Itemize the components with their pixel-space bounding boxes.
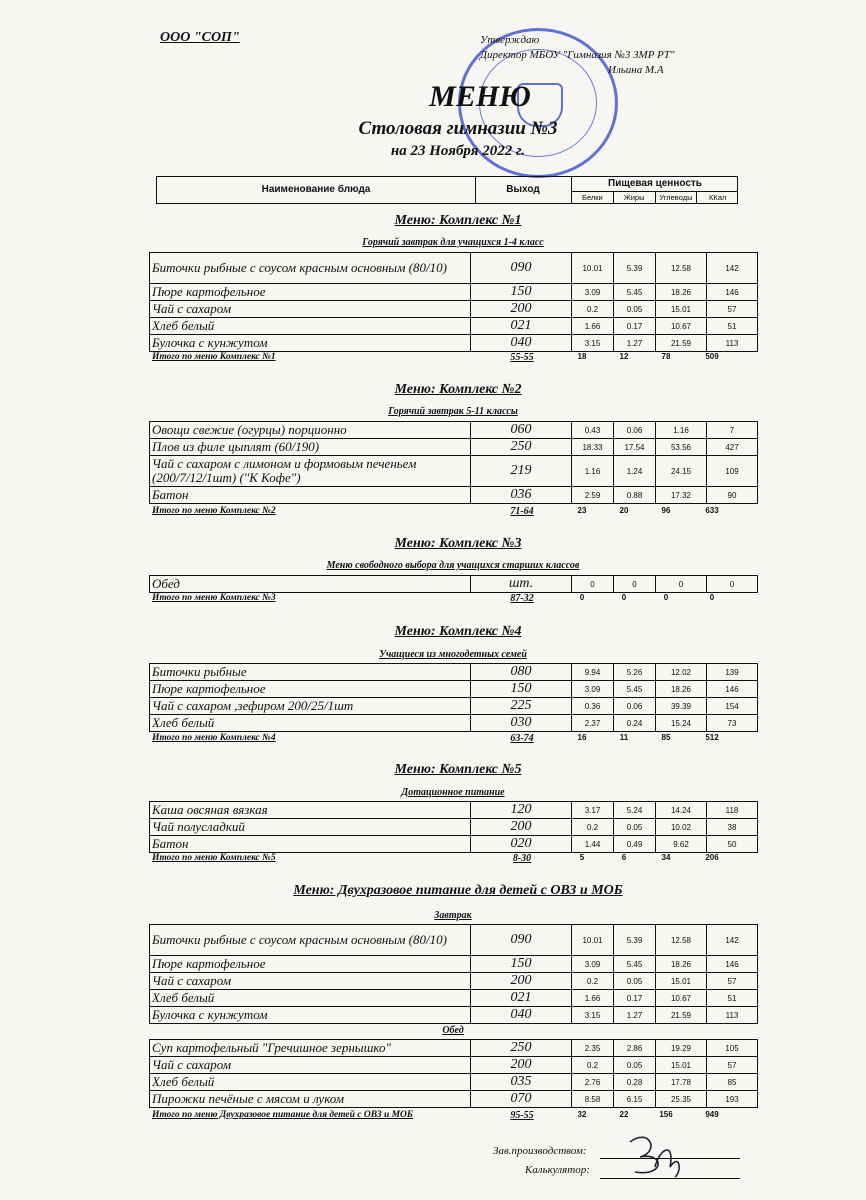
dish-output: 150 <box>471 956 572 973</box>
total-label: Итого по меню Двухразовое питание для детей с ОВЗ и МОБ <box>152 1110 413 1120</box>
dish-output: 020 <box>471 836 572 853</box>
menu-date: на 23 Ноября 2022 г. <box>390 143 526 159</box>
kcal-value: 427 <box>707 439 758 456</box>
dish-name: Чай с сахаром <box>150 301 471 318</box>
menu-table <box>149 663 758 732</box>
fat-value: 5.45 <box>614 681 656 698</box>
table-row <box>150 681 758 698</box>
total-output: 71-64 <box>510 506 534 517</box>
dish-name: Пирожки печёные с мясом и луком <box>150 1091 471 1108</box>
kcal-value: 113 <box>707 335 758 352</box>
protein-value: 3.09 <box>572 681 614 698</box>
dish-name: Овощи свежие (огурцы) порционно <box>150 422 471 439</box>
sign-production-label: Зав.производством: <box>493 1145 587 1157</box>
total-output: 63-74 <box>510 733 534 744</box>
fat-value: 0.24 <box>614 715 656 732</box>
dish-name: Каша овсяная вязкая <box>150 802 471 819</box>
approval-line-2: Директор МБОУ "Гимназия №3 ЗМР РТ" <box>480 49 675 61</box>
section-title: Меню: Комплекс №2 <box>394 382 522 397</box>
header-nutrition-title: Пищевая ценность <box>572 177 738 192</box>
carbs-value: 15.24 <box>656 715 707 732</box>
menu-table <box>149 924 758 1024</box>
dish-name: Хлеб белый <box>150 1074 471 1091</box>
carbs-value: 15.01 <box>656 301 707 318</box>
fat-value: 2.86 <box>614 1040 656 1057</box>
menu-table <box>149 575 758 593</box>
kcal-value: 85 <box>707 1074 758 1091</box>
dish-name: Булочка с кунжутом <box>150 1007 471 1024</box>
kcal-value: 51 <box>707 318 758 335</box>
page-title: МЕНЮ <box>429 80 531 113</box>
carbs-value: 9.62 <box>656 836 707 853</box>
table-row <box>150 715 758 732</box>
table-row <box>150 1007 758 1024</box>
kcal-value: 139 <box>707 664 758 681</box>
group-subtitle: Учащиеся из многодетных семей <box>379 649 527 660</box>
protein-value: 9.94 <box>572 664 614 681</box>
table-row <box>150 318 758 335</box>
kcal-value: 146 <box>707 284 758 301</box>
protein-value: 1.16 <box>572 456 614 487</box>
protein-value: 2.59 <box>572 487 614 504</box>
dish-name: Чай с сахаром ,зефиром 200/25/1шт <box>150 698 471 715</box>
total-carbs: 34 <box>661 853 671 862</box>
dish-name: Чай с сахаром с лимоном и формовым печеньем (200/7/12/1шт) ("К Кофе") <box>150 456 471 487</box>
section-title: Меню: Комплекс №3 <box>394 536 522 551</box>
dish-output: 250 <box>471 1040 572 1057</box>
kcal-value: 142 <box>707 253 758 284</box>
carbs-value: 19.29 <box>656 1040 707 1057</box>
carbs-value: 21.59 <box>656 335 707 352</box>
protein-value: 3.15 <box>572 1007 614 1024</box>
fat-value: 1.24 <box>614 456 656 487</box>
table-row <box>150 335 758 352</box>
fat-value: 0 <box>614 576 656 593</box>
total-kcal: 206 <box>705 853 719 862</box>
dish-output: 040 <box>471 1007 572 1024</box>
carbs-value: 10.67 <box>656 990 707 1007</box>
fat-value: 0.05 <box>614 301 656 318</box>
dish-output: 080 <box>471 664 572 681</box>
dish-name: Плов из филе цыплят (60/190) <box>150 439 471 456</box>
section-total <box>152 1110 752 1122</box>
kcal-value: 113 <box>707 1007 758 1024</box>
total-kcal: 0 <box>709 593 715 602</box>
header-nutrition <box>571 177 738 203</box>
protein-value: 2.35 <box>572 1040 614 1057</box>
handwritten-signature <box>620 1122 690 1182</box>
table-row <box>150 456 758 487</box>
dish-output: 021 <box>471 318 572 335</box>
section-title: Меню: Комплекс №4 <box>394 624 522 639</box>
group-subtitle: Горячий завтрак 5-11 классы <box>388 406 518 417</box>
total-fat: 22 <box>619 1110 629 1119</box>
table-row <box>150 698 758 715</box>
protein-value: 0.2 <box>572 301 614 318</box>
protein-value: 3.17 <box>572 802 614 819</box>
table-row <box>150 284 758 301</box>
protein-value: 0 <box>572 576 614 593</box>
carbs-value: 53.56 <box>656 439 707 456</box>
dish-output: 250 <box>471 439 572 456</box>
protein-value: 1.66 <box>572 318 614 335</box>
kcal-value: 57 <box>707 1057 758 1074</box>
group-subtitle: Завтрак <box>434 910 472 921</box>
carbs-value: 18.26 <box>656 284 707 301</box>
menu-table <box>149 801 758 853</box>
dish-output: 060 <box>471 422 572 439</box>
carbs-value: 12.02 <box>656 664 707 681</box>
table-row <box>150 956 758 973</box>
protein-value: 0.43 <box>572 422 614 439</box>
kcal-value: 109 <box>707 456 758 487</box>
kcal-value: 57 <box>707 301 758 318</box>
fat-value: 5.26 <box>614 664 656 681</box>
approval-block <box>480 33 675 78</box>
protein-value: 0.2 <box>572 1057 614 1074</box>
header-output: Выход <box>506 184 540 195</box>
fat-value: 0.28 <box>614 1074 656 1091</box>
kcal-value: 0 <box>707 576 758 593</box>
protein-value: 10.01 <box>572 253 614 284</box>
total-protein: 23 <box>577 506 587 515</box>
fat-value: 0.88 <box>614 487 656 504</box>
table-row <box>150 487 758 504</box>
kcal-value: 50 <box>707 836 758 853</box>
dish-output: 219 <box>471 456 572 487</box>
total-protein: 32 <box>577 1110 587 1119</box>
protein-value: 3.09 <box>572 284 614 301</box>
fat-value: 0.17 <box>614 990 656 1007</box>
protein-value: 0.36 <box>572 698 614 715</box>
table-header <box>156 176 738 204</box>
total-kcal: 512 <box>705 733 719 742</box>
dish-output: 035 <box>471 1074 572 1091</box>
approval-line-3: Ильина М.А <box>608 64 664 76</box>
dish-output: шт. <box>471 576 572 593</box>
dish-output: 040 <box>471 335 572 352</box>
dish-output: 200 <box>471 1057 572 1074</box>
total-output: 87-32 <box>510 593 534 604</box>
table-row <box>150 990 758 1007</box>
table-row <box>150 439 758 456</box>
dish-output: 070 <box>471 1091 572 1108</box>
total-fat: 20 <box>619 506 629 515</box>
fat-value: 1.27 <box>614 1007 656 1024</box>
total-label: Итого по меню Комплекс №2 <box>152 506 276 516</box>
carbs-value: 18.26 <box>656 681 707 698</box>
carbs-value: 12.58 <box>656 925 707 956</box>
protein-value: 0.2 <box>572 819 614 836</box>
protein-value: 2.37 <box>572 715 614 732</box>
header-carbs: Углеводы <box>656 192 698 203</box>
table-row <box>150 664 758 681</box>
table-row <box>150 253 758 284</box>
kcal-value: 57 <box>707 973 758 990</box>
fat-value: 5.39 <box>614 925 656 956</box>
dish-name: Чай с сахаром <box>150 1057 471 1074</box>
section-title: Меню: Комплекс №1 <box>394 213 522 228</box>
total-carbs: 96 <box>661 506 671 515</box>
company-name: ООО "СОП" <box>160 30 240 45</box>
section-total <box>152 352 752 364</box>
total-fat: 12 <box>619 352 629 361</box>
menu-table <box>149 252 758 352</box>
fat-value: 0.49 <box>614 836 656 853</box>
table-row <box>150 802 758 819</box>
fat-value: 0.05 <box>614 1057 656 1074</box>
protein-value: 8.58 <box>572 1091 614 1108</box>
fat-value: 5.39 <box>614 253 656 284</box>
carbs-value: 10.02 <box>656 819 707 836</box>
total-protein: 16 <box>577 733 587 742</box>
total-label: Итого по меню Комплекс №4 <box>152 733 276 743</box>
carbs-value: 10.67 <box>656 318 707 335</box>
table-row <box>150 1040 758 1057</box>
kcal-value: 193 <box>707 1091 758 1108</box>
group-subtitle: Обед <box>442 1025 464 1036</box>
table-row <box>150 973 758 990</box>
total-label: Итого по меню Комплекс №5 <box>152 853 276 863</box>
dish-output: 225 <box>471 698 572 715</box>
header-fat: Жиры <box>614 192 656 203</box>
total-protein: 5 <box>579 853 585 862</box>
carbs-value: 15.01 <box>656 973 707 990</box>
header-protein: Белки <box>572 192 614 203</box>
fat-value: 0.17 <box>614 318 656 335</box>
kcal-value: 38 <box>707 819 758 836</box>
table-row <box>150 301 758 318</box>
total-output: 55-55 <box>510 352 534 363</box>
carbs-value: 24.15 <box>656 456 707 487</box>
protein-value: 1.66 <box>572 990 614 1007</box>
table-row <box>150 1074 758 1091</box>
dish-output: 120 <box>471 802 572 819</box>
table-row <box>150 1057 758 1074</box>
dish-output: 090 <box>471 925 572 956</box>
protein-value: 1.44 <box>572 836 614 853</box>
protein-value: 0.2 <box>572 973 614 990</box>
dish-name: Биточки рыбные с соусом красным основным (80/10) <box>150 253 471 284</box>
kcal-value: 118 <box>707 802 758 819</box>
kcal-value: 7 <box>707 422 758 439</box>
dish-name: Пюре картофельное <box>150 681 471 698</box>
dish-name: Чай с сахаром <box>150 973 471 990</box>
section-title: Меню: Двухразовое питание для детей с ОВЗ и МОБ <box>293 883 623 898</box>
dish-name: Обед <box>150 576 471 593</box>
sign-calculator-label: Калькулятор: <box>525 1164 590 1176</box>
carbs-value: 17.78 <box>656 1074 707 1091</box>
dish-output: 200 <box>471 301 572 318</box>
fat-value: 0.05 <box>614 973 656 990</box>
section-total <box>152 593 752 605</box>
dish-name: Батон <box>150 487 471 504</box>
dish-output: 150 <box>471 681 572 698</box>
table-row <box>150 819 758 836</box>
group-subtitle: Дотационное питание <box>401 787 505 798</box>
total-label: Итого по меню Комплекс №1 <box>152 352 276 362</box>
fat-value: 1.27 <box>614 335 656 352</box>
dish-output: 200 <box>471 973 572 990</box>
header-kcal: ККал <box>708 193 727 202</box>
protein-value: 18.33 <box>572 439 614 456</box>
total-kcal: 633 <box>705 506 719 515</box>
fat-value: 5.45 <box>614 956 656 973</box>
total-kcal: 949 <box>705 1110 719 1119</box>
page-subtitle: Столовая гимназии №3 <box>358 118 558 139</box>
kcal-value: 146 <box>707 956 758 973</box>
section-total <box>152 733 752 745</box>
menu-table <box>149 1039 758 1108</box>
fat-value: 17.54 <box>614 439 656 456</box>
carbs-value: 21.59 <box>656 1007 707 1024</box>
dish-name: Хлеб белый <box>150 318 471 335</box>
section-total <box>152 853 752 865</box>
menu-table <box>149 421 758 504</box>
approval-line-1: Утверждаю <box>480 34 540 46</box>
protein-value: 3.09 <box>572 956 614 973</box>
total-label: Итого по меню Комплекс №3 <box>152 593 276 603</box>
protein-value: 10.01 <box>572 925 614 956</box>
total-carbs: 85 <box>661 733 671 742</box>
protein-value: 3.15 <box>572 335 614 352</box>
fat-value: 0.06 <box>614 422 656 439</box>
total-fat: 6 <box>621 853 627 862</box>
kcal-value: 142 <box>707 925 758 956</box>
kcal-value: 154 <box>707 698 758 715</box>
dish-output: 150 <box>471 284 572 301</box>
table-row <box>150 1091 758 1108</box>
total-kcal: 509 <box>705 352 719 361</box>
section-total <box>152 506 752 518</box>
group-subtitle: Горячий завтрак для учащихся 1-4 класс <box>362 237 544 248</box>
dish-name: Биточки рыбные с соусом красным основным (80/10) <box>150 925 471 956</box>
total-carbs: 156 <box>659 1110 673 1119</box>
dish-output: 021 <box>471 990 572 1007</box>
total-fat: 0 <box>621 593 627 602</box>
section-title: Меню: Комплекс №5 <box>394 762 522 777</box>
kcal-value: 51 <box>707 990 758 1007</box>
table-row <box>150 422 758 439</box>
kcal-value: 90 <box>707 487 758 504</box>
carbs-value: 12.58 <box>656 253 707 284</box>
table-row <box>150 925 758 956</box>
dish-name: Пюре картофельное <box>150 956 471 973</box>
table-row <box>150 836 758 853</box>
fat-value: 6.15 <box>614 1091 656 1108</box>
dish-name: Биточки рыбные <box>150 664 471 681</box>
carbs-value: 17.32 <box>656 487 707 504</box>
dish-name: Хлеб белый <box>150 715 471 732</box>
total-protein: 18 <box>577 352 587 361</box>
carbs-value: 1.16 <box>656 422 707 439</box>
carbs-value: 15.01 <box>656 1057 707 1074</box>
dish-name: Пюре картофельное <box>150 284 471 301</box>
carbs-value: 25.35 <box>656 1091 707 1108</box>
total-protein: 0 <box>579 593 585 602</box>
dish-output: 200 <box>471 819 572 836</box>
fat-value: 5.45 <box>614 284 656 301</box>
header-dish: Наименование блюда <box>157 177 476 203</box>
total-carbs: 0 <box>663 593 669 602</box>
dish-name: Чай полусладкий <box>150 819 471 836</box>
dish-name: Булочка с кунжутом <box>150 335 471 352</box>
dish-output: 036 <box>471 487 572 504</box>
kcal-value: 146 <box>707 681 758 698</box>
fat-value: 0.05 <box>614 819 656 836</box>
dish-name: Хлеб белый <box>150 990 471 1007</box>
dish-output: 030 <box>471 715 572 732</box>
carbs-value: 0 <box>656 576 707 593</box>
total-carbs: 78 <box>661 352 671 361</box>
kcal-value: 105 <box>707 1040 758 1057</box>
total-output: 8-30 <box>512 853 532 864</box>
protein-value: 2.76 <box>572 1074 614 1091</box>
table-row <box>150 576 758 593</box>
fat-value: 5.24 <box>614 802 656 819</box>
carbs-value: 14.24 <box>656 802 707 819</box>
fat-value: 0.06 <box>614 698 656 715</box>
dish-output: 090 <box>471 253 572 284</box>
dish-name: Батон <box>150 836 471 853</box>
carbs-value: 39.39 <box>656 698 707 715</box>
dish-name: Суп картофельный "Гречишное зернышко" <box>150 1040 471 1057</box>
group-subtitle: Меню свободного выбора для учащихся старших классов <box>326 560 580 571</box>
carbs-value: 18.26 <box>656 956 707 973</box>
total-output: 95-55 <box>510 1110 534 1121</box>
kcal-value: 73 <box>707 715 758 732</box>
total-fat: 11 <box>619 733 629 742</box>
